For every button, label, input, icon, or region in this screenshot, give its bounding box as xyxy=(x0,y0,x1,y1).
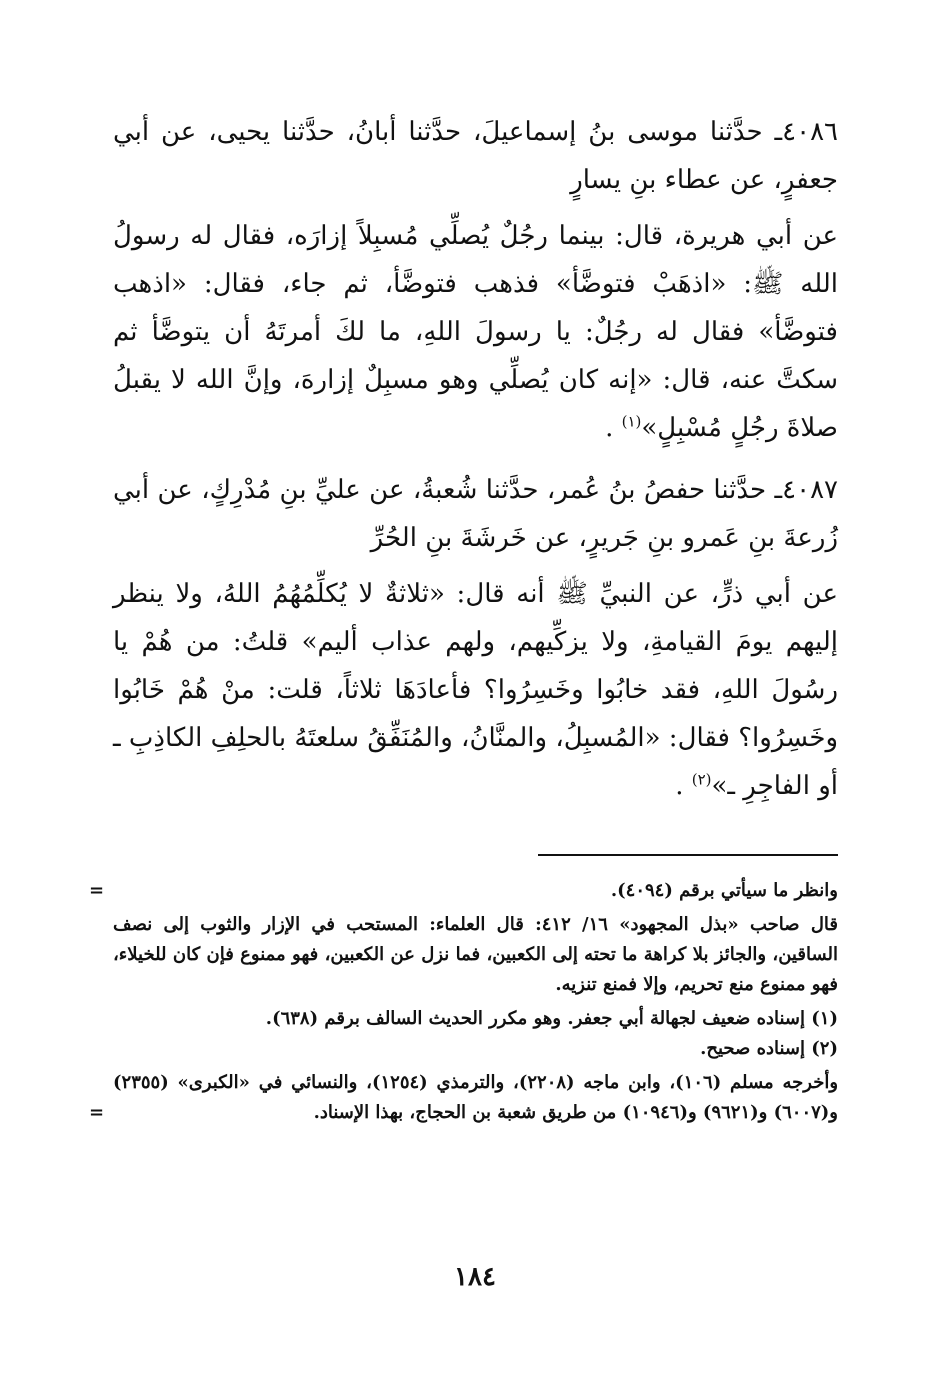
footnote-bathl-note: قال صاحب «بذل المجهود» ١٦/ ٤١٢: قال العلماء: المستحب في الإزار والثوب إلى نصف الساقين، والجائز بلا كراهة ما تحته إلى الكعبين، فما نزل عن الكعبين، فهو ممنوع فإن كان للخيلاء، فهو ممنوع منع تحريم، وإلا فمنع تنزيه. xyxy=(113,914,838,995)
hadith-4086-isnad: ٤٠٨٦ـ حدَّثنا موسى بنُ إسماعيلَ، حدَّثنا أبانُ، حدَّثنا يحيى، عن أبي جعفرٍ، عن عطاء بنِ يسارٍ xyxy=(113,117,838,195)
footnote-continued-line: = وانظر ما سيأتي برقم (٤٠٩٤). xyxy=(113,876,838,906)
footnote-1: (١) إسناده ضعيف لجهالة أبي جعفر. وهو مكرر الحديث السالف برقم (٦٣٨). xyxy=(265,1008,838,1029)
hadith-4087-matn: عن أبي ذرٍّ، عن النبيِّ ﷺ أنه قال: «ثلاثةٌ لا يُكلِّمُهُمُ اللهُ، ولا ينظر إليهم يومَ القيامةِ، ولا يزكِّيهم، ولهم عذاب أليم» قلتُ: من هُمْ يا رسُولَ اللهِ، فقد خابُوا وخَسِرُوا؟ فأعادَهَا ثلاثاً، قلت: منْ هُمْ خَابُوا وخَسِرُوا؟ فقال: «المُسبِلُ، والمنَّانُ، والمُنَفِّقُ سلعتَهُ بالحلِفِ الكاذِبِ ـ أو الفاجِرِ ـ»$^{(٢)}$ . xyxy=(113,579,838,801)
continued-from-previous-mark: = xyxy=(89,880,105,901)
footnote-ref-1: (١) xyxy=(621,412,642,431)
continues-next-page-mark: = xyxy=(89,1102,105,1123)
page-number: ١٨٤ xyxy=(454,1262,496,1292)
main-text xyxy=(113,108,838,824)
footnote-2: (٢) إسناده صحيح. xyxy=(700,1038,838,1059)
footnote-ref-2: (٢) xyxy=(691,770,712,789)
footnote-separator xyxy=(538,854,838,856)
footnotes xyxy=(89,876,839,1128)
footnote-takhrij: وأخرجه مسلم (١٠٦)، وابن ماجه (٢٢٠٨)، والترمذي (١٢٥٤)، والنسائي في «الكبرى» (٢٣٥٥) و(٦٠٠٧) و(٩٦٢١) و(١٠٩٤٦) من طريق شعبة بن الحجاج، بهذا الإسناد. = xyxy=(113,1068,838,1128)
hadith-4086-matn: عن أبي هريرة، قال: بينما رجُلٌ يُصلِّي مُسبِلاً إزارَه، فقال له رسولُ الله ﷺ: «اذهَبْ فتوضَّأ» فذهب فتوضَّأ، ثم جاء، فقال: «اذهب فتوضَّأ» فقال له رجُلٌ: يا رسولَ اللهِ، ما لكَ أمرتَهُ أن يتوضَّأ ثم سكتَّ عنه، قال: «إنه كان يُصلِّي وهو مسبِلٌ إزارهَ، وإنَّ الله لا يقبلُ صلاةَ رجُلٍ مُسْبِلٍ»$^{(١)}$ . xyxy=(113,221,838,443)
hadith-4087-isnad: ٤٠٨٧ـ حدَّثنا حفصُ بنُ عُمر، حدَّثنا شُعبةُ، عن عليِّ بنِ مُدْرِكٍ، عن أبي زُرعةَ بنِ عَمرو بنِ جَريرٍ، عن خَرشَةَ بنِ الحُرِّ xyxy=(113,475,838,553)
